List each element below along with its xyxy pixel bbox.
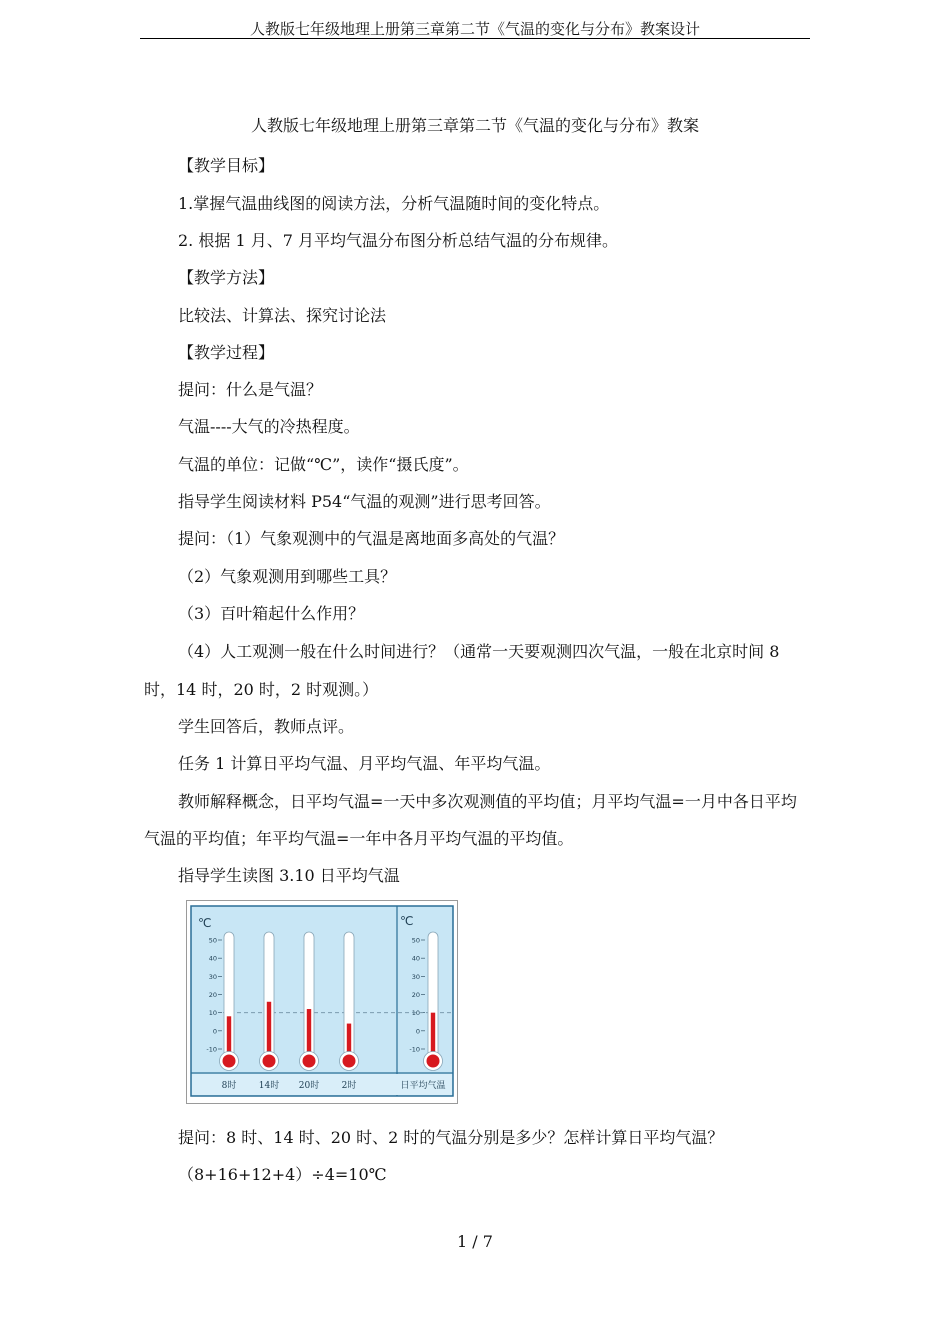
concept-explanation-continued: 气温的平均值；年平均气温=一年中各月平均气温的平均值。 [144, 829, 574, 848]
temperature-unit: 气温的单位：记做“℃”，读作“摄氏度”。 [178, 455, 469, 474]
question-2: （2）气象观测用到哪些工具？ [178, 567, 397, 586]
y-tick-label-right: 50 [411, 936, 420, 945]
question-what-is-temperature: 提问：什么是气温？ [178, 380, 323, 399]
document-title: 人教版七年级地理上册第三章第二节《气温的变化与分布》教案 [250, 116, 699, 135]
question-3: （3）百叶箱起什么作用？ [178, 604, 365, 623]
y-tick-label-right: 10 [411, 1009, 420, 1018]
definition-temperature: 气温----大气的冷热程度。 [178, 417, 360, 436]
y-unit-label-right: ℃ [400, 914, 414, 928]
y-tick-label-left: 40 [208, 954, 217, 963]
thermometer-4-label: 2时 [341, 1081, 357, 1091]
y-tick-label-right: 40 [411, 954, 420, 963]
task-1: 任务 1 计算日平均气温、月平均气温、年平均气温。 [178, 754, 551, 773]
concept-explanation: 教师解释概念，日平均气温=一天中多次观测值的平均值；月平均气温=一月中各日平均 [178, 792, 797, 811]
y-tick-label-right: 30 [411, 972, 420, 981]
methods-text: 比较法、计算法、探究讨论法 [178, 306, 387, 325]
thermometer-1-bulb [223, 1055, 236, 1068]
y-tick-label-left: 30 [208, 972, 217, 981]
question-1: 提问：（1）气象观测中的气温是离地面多高处的气温？ [178, 529, 565, 548]
running-header: 人教版七年级地理上册第三章第二节《气温的变化与分布》教案设计 [249, 20, 700, 38]
y-tick-label-left: -10 [206, 1045, 217, 1054]
thermometer-2-label: 14时 [258, 1081, 280, 1091]
question-readings: 提问：8 时、14 时、20 时、2 时的气温分别是多少？怎样计算日平均气温？ [178, 1128, 724, 1147]
heading-teaching-process: 【教学过程】 [178, 343, 275, 362]
question-4: （4）人工观测一般在什么时间进行？（通常一天要观测四次气温，一般在北京时间 8 [178, 642, 780, 661]
heading-teaching-methods: 【教学方法】 [178, 268, 275, 287]
thermometer-2-bulb [263, 1055, 276, 1068]
goal-2: 2. 根据 1 月、7 月平均气温分布图分析总结气温的分布规律。 [178, 231, 618, 250]
goal-1: 1.掌握气温曲线图的阅读方法，分析气温随时间的变化特点。 [178, 194, 610, 213]
y-tick-label-left: 20 [208, 991, 217, 999]
calculation: （8+16+12+4）÷4=10℃ [178, 1165, 387, 1184]
reading-instruction: 指导学生阅读材料 P54“气温的观测”进行思考回答。 [178, 492, 551, 511]
header-rule [140, 38, 810, 39]
thermometer-average-bulb [427, 1055, 440, 1068]
page-number: 1 / 7 [457, 1232, 493, 1251]
y-unit-label-left: ℃ [198, 916, 212, 930]
y-tick-label-right: 20 [411, 991, 420, 999]
y-tick-label-right: -10 [409, 1045, 420, 1054]
average-label: 日平均气温 [400, 1081, 446, 1091]
thermometer-chart [187, 901, 457, 1103]
y-tick-label-right: 0 [415, 1027, 420, 1036]
heading-teaching-goals: 【教学目标】 [178, 156, 275, 175]
thermometer-1-label: 8时 [221, 1081, 237, 1091]
thermometer-figure [186, 900, 458, 1104]
teacher-comment: 学生回答后，教师点评。 [178, 717, 355, 736]
thermometer-3-bulb [303, 1055, 316, 1068]
y-tick-label-left: 0 [212, 1027, 217, 1036]
y-tick-label-left: 10 [208, 1009, 217, 1018]
thermometer-3-label: 20时 [298, 1081, 320, 1091]
figure-instruction: 指导学生读图 3.10 日平均气温 [178, 866, 400, 885]
question-4-continued: 时，14 时，20 时，2 时观测。） [144, 680, 379, 699]
thermometer-4-bulb [343, 1055, 356, 1068]
y-tick-label-left: 50 [208, 936, 217, 945]
